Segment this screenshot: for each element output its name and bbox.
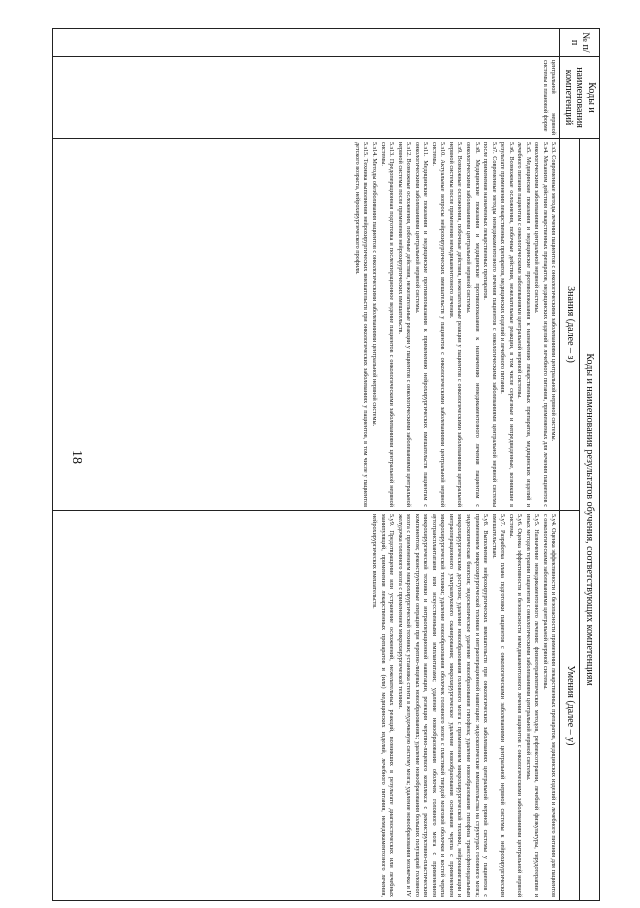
column-header-knowledge: Знания (далее – з) bbox=[560, 139, 580, 511]
page-number: 18 bbox=[69, 450, 84, 464]
knowledge-item: 5.з12. Возможные осложнения, побочные действия, нежелательные реакции у пациентов с онкологическими заболеваниями центральной нервной системы после применения нейрохирургических вмешательств. bbox=[396, 142, 413, 507]
skill-item: 5.у8. Выполнение нейрохирургических вмешательств при онкологических заболеваниях центральной нервной системы у пациентов с применением микрохирургической техники и интраоперационной навигации: эндоскопические вмешательства на структурах головного мозга; эндоскопическая биопсия; эндоскопическое удаление новообразования гипофиза; удаление новообразования гипофиза транссфеноидальным микрохирургическим доступом; удаление новообразования головного мозга с применением микрохирургической техники, нейронавигации и интраоперационного ультразвукового сканирования; микрохирургическое удаление новообразования основания черепа с применением микрохирургической техники; удаление новообразования оболочек головного мозга с пластикой твердой мозговой оболочки и костей черепа аутотрансплантатами или искусственными имплантатами; удаление новообразования оболочек головного мозга с применением микрохирургической техники и интраоперационной навигации, резекция черепно-лицевого комплекса с реконструктивно-пластическим компонентом; реконструктивные операции при черепно-лицевых новообразованиях; удаление новообразования больших полушарий головного мозга с применением микрохирургической техники; установка стента в желудочковую систему мозга; удаление новообразования мозжечка и IV желудочка головного мозга с применением микрохирургической техники. bbox=[396, 514, 490, 898]
column-header-codes: Коды и наименования компетенций bbox=[560, 57, 600, 139]
table-row bbox=[53, 29, 561, 901]
knowledge-item: 5.з13. Предоперационная подготовка и послеоперационное ведение пациентов с онкологическими заболеваниями центральной нервной системы. bbox=[379, 142, 396, 507]
knowledge-item: 5.з8. Медицинские показания и медицинские противопоказания к назначению немедикаментозного лечения пациентам с онкологическими заболеваниями центральной нервной системы. bbox=[465, 142, 481, 507]
skills-cell bbox=[53, 511, 561, 901]
column-header-skills: Умения (далее – у) bbox=[560, 511, 580, 901]
competence-table bbox=[52, 28, 600, 901]
skill-item: 5.у9. Предотвращение или устранение осложнений, нежелательных реакций, возникших в результате диагностических или лечебных манипуляций, применения лекарственных препаратов и (или) медицинских изделий, лечебного питания, немедикаментозного лечения, нейрохирургических вмешательств. bbox=[371, 514, 396, 898]
table-header-row bbox=[580, 29, 600, 901]
knowledge-item: 5.з15. Техника выполнения нейрохирургических вмешательств при онкологических заболеваниях у пациентов, в том числе у пациентов детского возраста, нейрохирургического профиля. bbox=[353, 142, 370, 507]
knowledge-item: 5.з9. Возможные осложнения, побочные действия, нежелательные реакции у пациентов с онкологическими заболеваниями центральной нервной системы после применения немедикаментозного лечения. bbox=[447, 142, 464, 507]
table-subheader-row bbox=[560, 29, 580, 901]
knowledge-item: 5.з4. Механизм действия лекарственных препаратов, медицинских изделий и лечебного питания, применяемых для лечения пациентов с онкологическими заболеваниями центральной нервной системы. bbox=[533, 142, 549, 507]
column-header-num: № п/п bbox=[560, 29, 600, 57]
column-header-group: Коды и наименования результатов обучения, соответствующих компетенциям bbox=[580, 139, 600, 901]
knowledge-item: 5.з5. Медицинские показания и медицинские противопоказания к назначению лекарственных препаратов, медицинских изделий и лечебного питания пациентам с онкологическими заболеваниями центральной нервной системы. bbox=[516, 142, 532, 507]
row-num-cell bbox=[53, 29, 561, 57]
skill-item: 5.у6. Оценка эффективности и безопасности немедикаментозного лечения пациентов с онкологическими заболеваниями центральной нервной системы. bbox=[507, 514, 524, 898]
knowledge-item: 5.з3. Современные методы лечения пациентов с онкологическими заболеваниями центральной нервной системы. bbox=[550, 142, 558, 442]
competence-cell: центральной нервной системы в плановой форме bbox=[53, 57, 561, 139]
skill-item: 5.у4. Оценка эффективности и безопасности применения лекарственных препаратов, медицинских изделий и лечебного питания для пациентов с онкологическими заболеваниями центральной нервной системы. bbox=[541, 514, 558, 898]
knowledge-item: 5.з10. Актуальные вопросы нейрохирургических вмешательств у пациентов с онкологическими заболеваниями центральной нервной системы. bbox=[430, 142, 447, 507]
knowledge-item: 5.з6. Возможные осложнения, побочные действия, нежелательные реакции, в том числе серьезные и непредвиденные, возникшие в результате применения лекарственных препаратов, медицинских изделий и лечебного питания. bbox=[499, 142, 515, 507]
rotated-page bbox=[52, 28, 600, 900]
skill-item: 5.у7. Разработка плана подготовки пациентов с онкологическими заболеваниями центральной нервной системы к нейрохирургическим вмешательствам. bbox=[490, 514, 507, 898]
knowledge-cell bbox=[53, 139, 561, 511]
skill-item: 5.у5. Назначение немедикаментозного лечения: физиотерапевтических методов, рефлексотерапии, лечебной физкультуры, гирудотерапии и иных методов терапии пациентам с онкологическими заболеваниями центральной нервной системы. bbox=[524, 514, 541, 898]
knowledge-item: 5.з11. Медицинские показания и медицинские противопоказания к применению нейрохирургических вмешательств пациентам с онкологическими заболеваниями центральной нервной системы. bbox=[413, 142, 430, 507]
knowledge-item: 5.з7. Современные методы немедикаментозного лечения пациентов с онкологическими заболеваниями центральной нервной системы после применения назначенных лекарственных препаратов. bbox=[482, 142, 498, 507]
knowledge-item: 5.з14. Методы обезболивания пациентов с онкологическими заболеваниями центральной нервной системы. bbox=[371, 142, 379, 427]
